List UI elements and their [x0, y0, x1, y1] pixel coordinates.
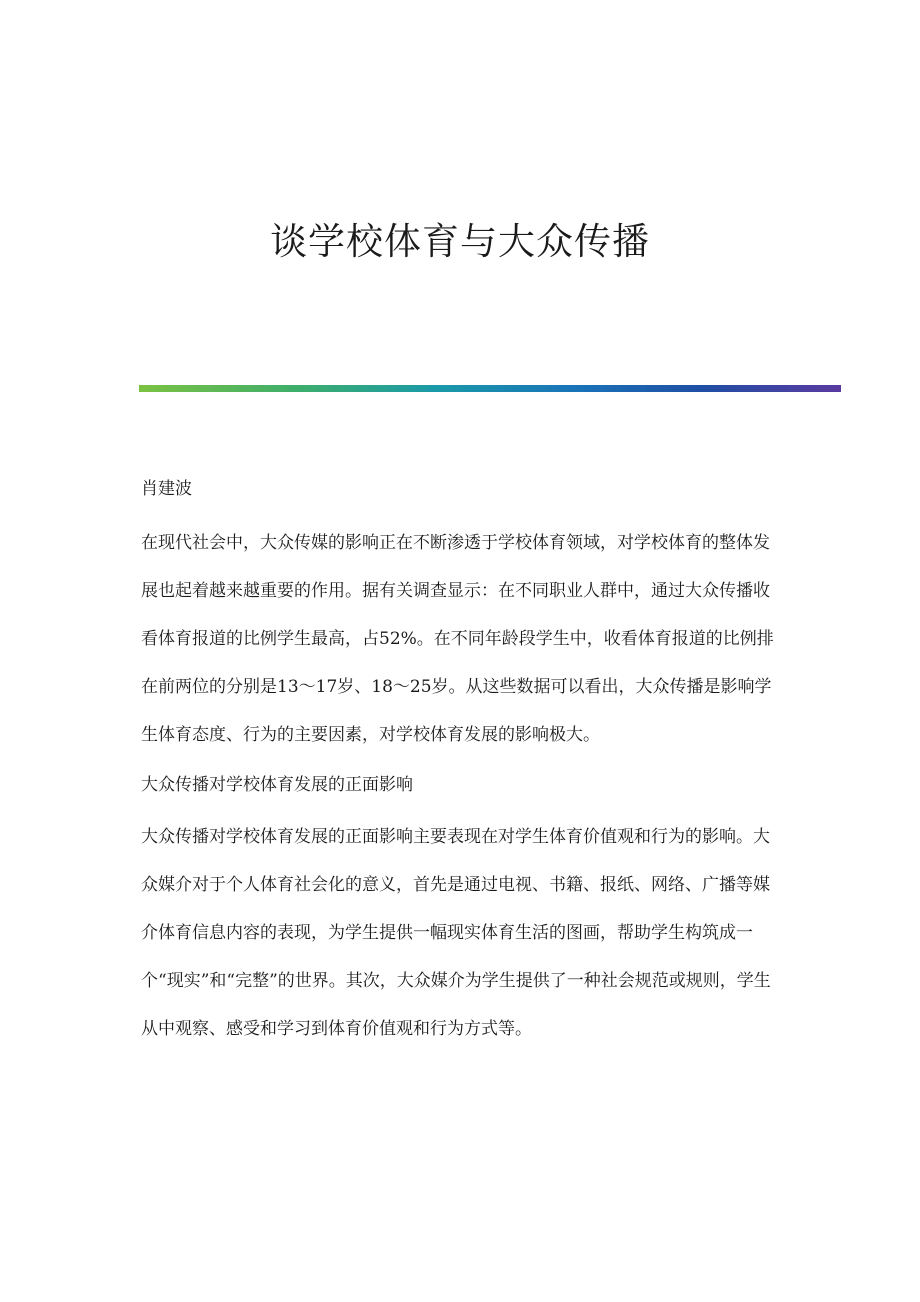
- paragraph-intro: 在现代社会中，大众传媒的影响正在不断渗透于学校体育领域，对学校体育的整体发展也起着越来越重要的作用。据有关调查显示：在不同职业人群中，通过大众传播收看体育报道的比例学生最高，占52%。在不同年龄段学生中，收看体育报道的比例排在前两位的分别是13～17岁、18～25岁。从这些数据可以看出，大众传播是影响学生体育态度、行为的主要因素，对学校体育发展的影响极大。: [141, 533, 774, 745]
- paragraph-positive-impact: 大众传播对学校体育发展的正面影响主要表现在对学生体育价值观和行为的影响。大众媒介对于个人体育社会化的意义，首先是通过电视、书籍、报纸、网络、广播等媒介体育信息内容的表现，为学生提供一幅现实体育生活的图画，帮助学生构筑成一个“现实”和“完整”的世界。其次，大众媒介为学生提供了一种社会规范或规则，学生从中观察、感受和学习到体育价值观和行为方式等。: [141, 827, 771, 1039]
- document-title: 谈学校体育与大众传播: [270, 220, 650, 263]
- document-body: [141, 465, 781, 1055]
- author-name: 肖建波: [141, 479, 192, 499]
- title-gradient-rule: [139, 385, 841, 392]
- section-heading: 大众传播对学校体育发展的正面影响: [141, 775, 413, 795]
